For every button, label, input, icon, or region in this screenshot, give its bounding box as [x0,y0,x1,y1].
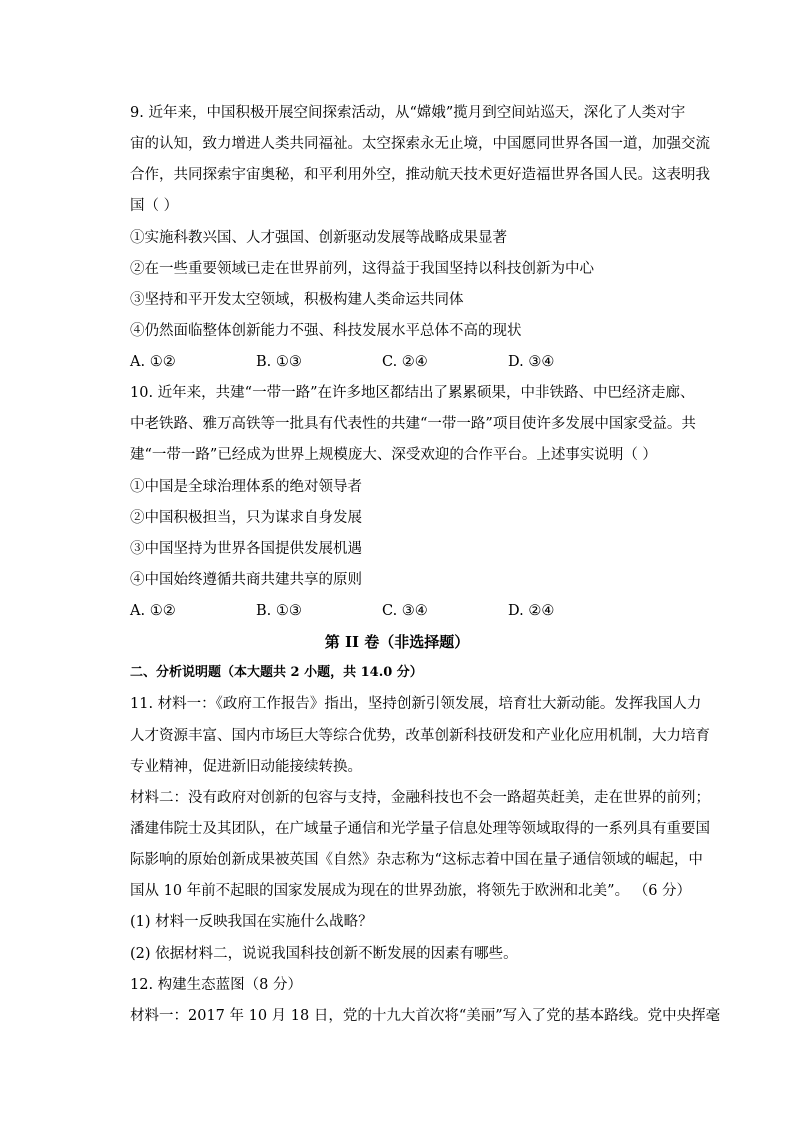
q10-option-b: B. ①③ [256,603,302,619]
part2-heading: 第 II 卷（非选择题） [324,633,470,651]
q10-statement-4: ④中国始终遵循共商共建共享的原则 [130,572,362,588]
q11-line-3: 专业精神，促进新旧动能接续转换。 [130,759,362,775]
q9-statement-4: ④仍然面临整体创新能力不强、科技发展水平总体不高的现状 [130,323,522,339]
q10-statement-1: ①中国是全球治理体系的绝对领导者 [130,479,362,495]
q10-stem-line-2: 中老铁路、雅万高铁等一批具有代表性的共建“一带一路”项目使许多发展中国家受益。共 [130,416,696,432]
q9-stem-line-1: 9. 近年来，中国积极开展空间探索活动，从“嫦娥”揽月到空间站巡天，深化了人类对宇 [130,105,686,121]
q9-stem-line-2: 宙的认知，致力增进人类共同福祉。太空探索永无止境，中国愿同世界各国一道，加强交流 [130,136,710,152]
q11-line-2: 人才资源丰富、国内市场巨大等综合优势，改革创新科技研发和产业化应用机制，大力培育 [130,728,710,744]
q9-options [130,352,690,372]
q11-line-6: 际影响的原始创新成果被英国《自然》杂志称为“这标志着中国在量子通信领域的崛起，中 [130,852,703,868]
q9-statement-2: ②在一些重要领域已走在世界前列，这得益于我国坚持以科技创新为中心 [130,261,594,277]
q10-stem-line-1: 10. 近年来，共建“一带一路”在许多地区都结出了累累硕果，中非铁路、中巴经济走廊、 [130,385,695,401]
q10-option-d: D. ②④ [508,603,555,619]
q12-line-1: 12. 构建生态蓝图（8 分） [130,977,303,993]
q9-stem-line-3: 合作，共同探索宇宙奥秘，和平利用外空，推动航天技术更好造福世界各国人民。这表明我 [130,167,710,183]
q10-option-a: A. ①② [130,603,176,619]
q11-line-5: 潘建伟院士及其团队，在广域量子通信和光学量子信息处理等领域取得的一系列具有重要国 [130,821,710,837]
q11-line-4: 材料二：没有政府对创新的包容与支持，金融科技也不会一路超英赶美，走在世界的前列； [130,790,710,806]
q10-option-c: C. ③④ [382,603,428,619]
q11-line-7: 国从 10 年前不起眼的国家发展成为现在的世界劲旅，将领先于欧洲和北美”。 （6 分） [130,883,692,899]
q9-option-b: B. ①③ [256,354,302,370]
q9-statement-3: ③坚持和平开发太空领域，积极构建人类命运共同体 [130,292,464,308]
q11-subquestion-1: (1) 材料一反映我国在实施什么战略？ [130,914,373,930]
q11-line-1: 11. 材料一：《政府工作报告》指出，坚持创新引领发展，培育壮大新动能。发挥我国人力 [130,696,702,712]
q9-statement-1: ①实施科教兴国、人才强国、创新驱动发展等战略成果显著 [130,230,507,246]
q12-line-2: 材料一：2017 年 10 月 18 日，党的十九大首次将“美丽”写入了党的基本路线。党中央挥毫 [130,1008,721,1024]
q9-option-d: D. ③④ [508,354,555,370]
q11-subquestion-2: (2) 依据材料二，说说我国科技创新不断发展的因素有哪些。 [130,946,518,962]
q9-stem-line-4: 国（ ） [130,198,179,214]
section-title: 二、分析说明题（本大题共 2 小题，共 14.0 分） [130,665,423,680]
q9-option-a: A. ①② [130,354,176,370]
q10-options [130,601,690,621]
q10-statement-2: ②中国积极担当，只为谋求自身发展 [130,510,362,526]
q9-option-c: C. ②④ [382,354,428,370]
q10-statement-3: ③中国坚持为世界各国提供发展机遇 [130,541,362,557]
q10-stem-line-3: 建“一带一路”已经成为世界上规模庞大、深受欢迎的合作平台。上述事实说明（ ） [130,447,657,463]
